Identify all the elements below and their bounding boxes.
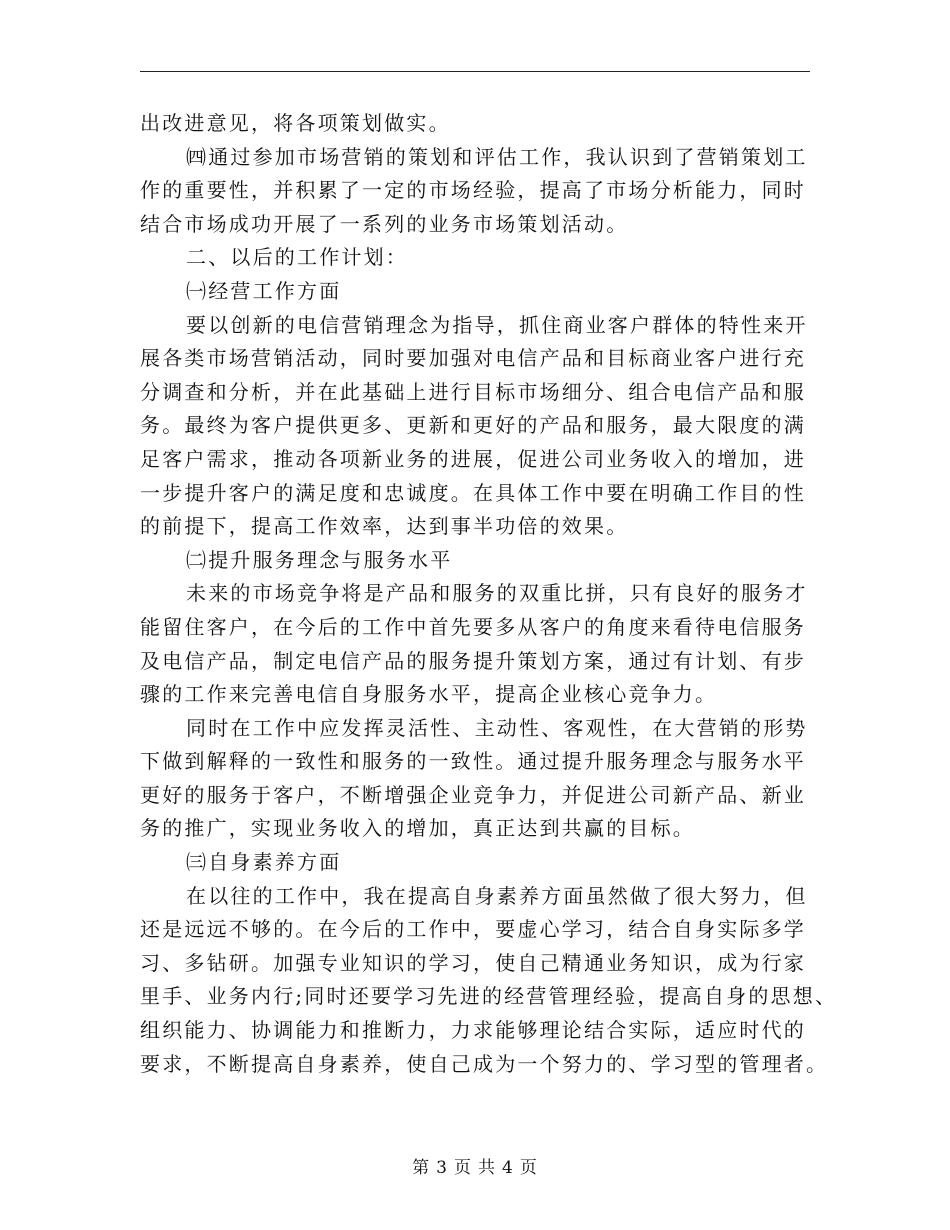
text-line: 能留住客户，在今后的工作中首先要多从客户的角度来看待电信服务: [140, 614, 806, 639]
text-line: 展各类市场营销活动，同时要加强对电信产品和目标商业客户进行充: [140, 346, 806, 371]
page-footer: [0, 1153, 950, 1178]
text-line: 足客户需求，推动各项新业务的进展，促进公司业务收入的增加，进: [140, 446, 806, 471]
text-line: 里手、业务内行;同时还要学习先进的经营管理经验，提高自身的思想、: [140, 984, 838, 1009]
footer-total-prefix: 共: [478, 1158, 496, 1178]
footer-total-pages: 4: [502, 1158, 514, 1178]
text-line: 作的重要性，并积累了一定的市场经验，提高了市场分析能力，同时: [140, 178, 806, 203]
text-line: 下做到解释的一致性和服务的一致性。通过提升服务理念与服务水平: [140, 749, 806, 774]
text-line: 要求，不断提高自身素养，使自己成为一个努力的、学习型的管理者。: [140, 1051, 829, 1076]
text-line: 的前提下，提高工作效率，达到事半功倍的效果。: [140, 514, 629, 539]
text-line: ㈢自身素养方面: [186, 850, 342, 875]
text-line: ㈠经营工作方面: [186, 278, 342, 303]
footer-page-prefix: 第: [412, 1158, 431, 1178]
footer-page-unit: 页: [454, 1158, 472, 1178]
text-line: 要以创新的电信营销理念为指导，抓住商业客户群体的特性来开: [186, 312, 808, 337]
text-line: 及电信产品，制定电信产品的服务提升策划方案，通过有计划、有步: [140, 648, 806, 673]
header-rule: [140, 71, 810, 72]
text-line: ㈣通过参加市场营销的策划和评估工作，我认识到了营销策划工: [186, 144, 808, 169]
text-line: 同时在工作中应发挥灵活性、主动性、客观性，在大营销的形势: [186, 715, 808, 740]
text-line: 务。最终为客户提供更多、更新和更好的产品和服务，最大限度的满: [140, 413, 806, 438]
text-line: 骤的工作来完善电信自身服务水平，提高企业核心竞争力。: [140, 682, 718, 707]
text-line: 出改进意见，将各项策划做实。: [140, 111, 451, 135]
text-line: 组织能力、协调能力和推断力，力求能够理论结合实际，适应时代的: [140, 1018, 806, 1043]
body-text: [140, 107, 838, 1081]
text-line: 分调查和分析，并在此基础上进行目标市场细分、组合电信产品和服: [140, 379, 806, 404]
text-line: 未来的市场竞争将是产品和服务的双重比拼，只有良好的服务才: [186, 581, 808, 606]
text-line: 二、以后的工作计划：: [186, 245, 408, 270]
text-line: 在以往的工作中，我在提高自身素养方面虽然做了很大努力，但: [186, 883, 808, 908]
text-line: 务的推广，实现业务收入的增加，真正达到共赢的目标。: [140, 816, 695, 841]
text-line: ㈡提升服务理念与服务水平: [186, 547, 453, 572]
footer-page-number: 3: [436, 1158, 448, 1178]
text-line: 习、多钻研。加强专业知识的学习，使自己精通业务知识，成为行家: [140, 950, 806, 975]
text-line: 一步提升客户的满足度和忠诚度。在具体工作中要在明确工作目的性: [140, 480, 806, 505]
text-line: 更好的服务于客户，不断增强企业竞争力，并促进公司新产品、新业: [140, 782, 806, 807]
footer-total-unit: 页: [519, 1158, 538, 1178]
text-line: 结合市场成功开展了一系列的业务市场策划活动。: [140, 211, 629, 236]
text-line: 还是远远不够的。在今后的工作中，要虚心学习，结合自身实际多学: [140, 917, 806, 942]
